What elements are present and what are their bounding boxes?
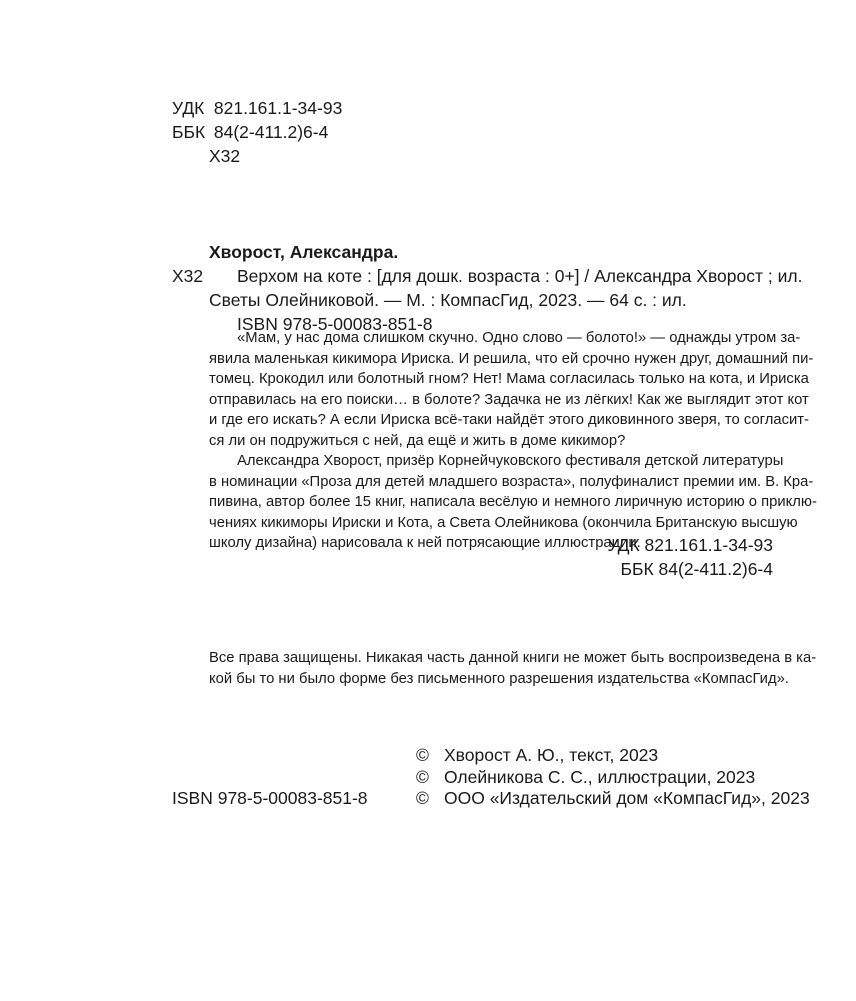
udk-value: 821.161.1-34-93 [213, 98, 343, 118]
rights-line-2: кой бы то ни было форме без письменного разрешения издательства «КомпасГид». [209, 670, 789, 687]
annotation-line: Александра Хворост, призёр Корнейчуковского фестиваля детской литературы [237, 453, 784, 469]
card-isbn: ISBN 978-5-00083-851-8 [237, 314, 433, 334]
title-line-2: Светы Олейниковой. — М. : КомпасГид, 2023. — 64 с. : ил. [209, 290, 687, 310]
card-bbk: ББК 84(2-411.2)6-4 [620, 559, 773, 579]
annotation-line: явила маленькая кикимора Ириска. И решила, что ей срочно нужен друг, домашний пи- [209, 350, 814, 367]
annotation-line: в номинации «Проза для детей младшего возраста», полуфиналист премии им. В. Кра- [209, 473, 814, 490]
author-heading: Хворост, Александра. [209, 242, 399, 262]
copyright-text: Олейникова С. С., иллюстрации, 2023 [444, 767, 756, 787]
copyright-publisher-line [416, 786, 810, 810]
annotation-line: «Мам, у нас дома слишком скучно. Одно слово — болото!» — однажды утром за- [237, 330, 801, 346]
card-udk: УДК 821.161.1-34-93 [607, 535, 773, 555]
copyright-text: Хворост А. Ю., текст, 2023 [444, 745, 659, 765]
copyright-text: ООО «Издательский дом «КомпасГид», 2023 [444, 788, 810, 808]
annotation-line: томец. Крокодил или болотный гном? Нет! Мама согласилась только на кота, и Ириска [209, 371, 809, 387]
annotation-line: чениях кикиморы Ириски и Кота, а Света Олейникова (окончила Британскую высшую [209, 514, 798, 531]
annotation-line: пивина, автор более 15 книг, написала весёлую и немного лиричную историю о приклю- [209, 494, 817, 510]
rights-line-1: Все права защищены. Никакая часть данной книги не может быть воспроизведена в ка- [209, 650, 817, 666]
author-mark-top: Х32 [209, 146, 241, 166]
bbk-value: 84(2-411.2)6-4 [213, 122, 329, 142]
copyright-icon: © [416, 745, 429, 765]
annotation-line: отправилась на его поиски… в болоте? Задачка не из лёгких! Как же выглядит этот кот [209, 391, 809, 408]
copyright-icon: © [416, 767, 429, 787]
annotation-line: и где его искать? А если Ириска всё-таки найдёт этого диковинного зверя, то согласит- [209, 412, 809, 428]
annotation-line: школу дизайна) нарисовала к ней потрясающие иллюстрации. [209, 535, 641, 551]
bbk-top [172, 120, 328, 144]
bbk-label: ББК [172, 122, 206, 142]
udk-top [172, 96, 342, 120]
copyright-text-line [416, 743, 658, 767]
title-line-1: Верхом на коте : [для дошк. возраста : 0+] / Александра Хворост ; ил. [237, 266, 803, 286]
author-mark-card: Х32 [172, 266, 204, 286]
isbn-bottom: ISBN 978-5-00083-851-8 [172, 788, 368, 808]
annotation-line: ся ли он подружиться с ней, да ещё и жить в доме кикимор? [209, 432, 626, 449]
udk-label: УДК [172, 98, 205, 118]
copyright-icon: © [416, 788, 429, 808]
